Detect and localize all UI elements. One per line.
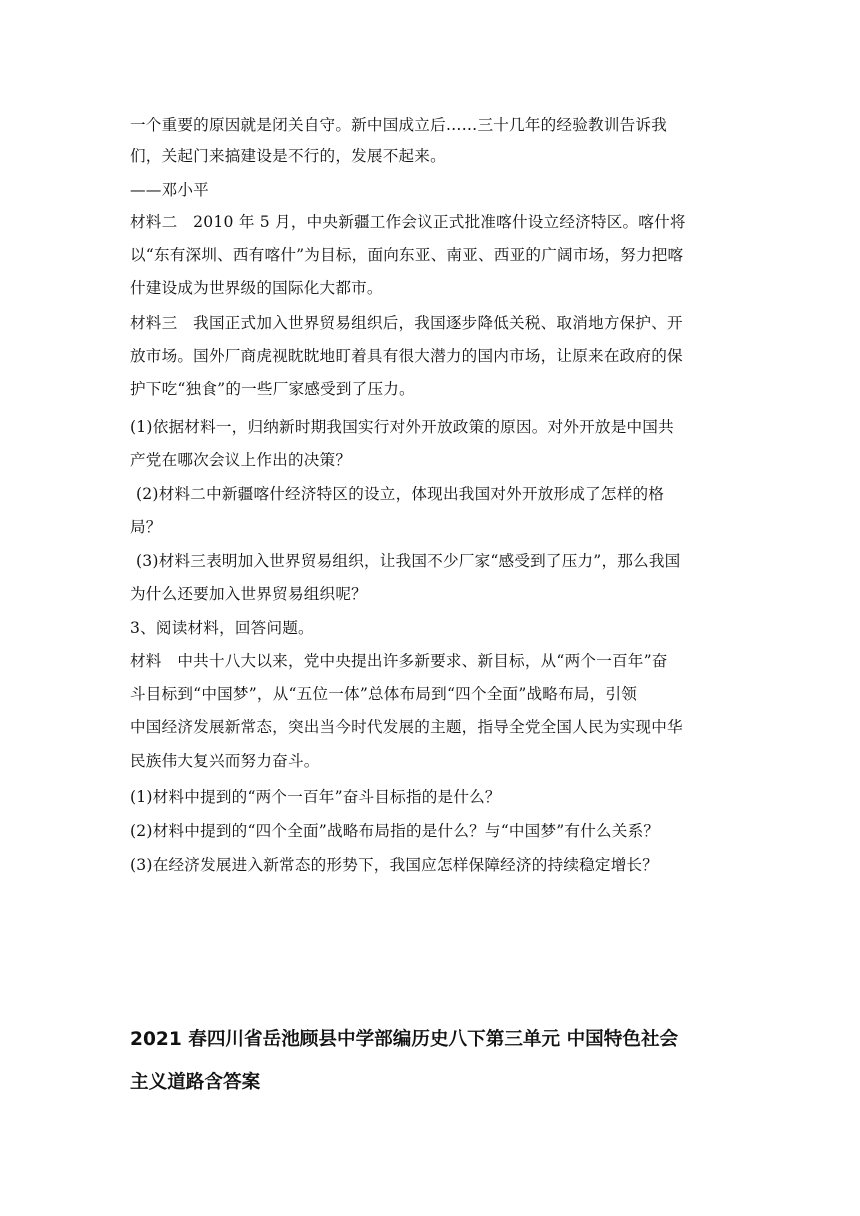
material-two-line-1: 材料二 2010 年 5 月，中央新疆工作会议正式批准喀什设立经济特区。喀什将: [130, 213, 686, 231]
question-1-line-1: (1)依据材料一，归纳新时期我国实行对外开放政策的原因。对外开放是中国共: [130, 418, 674, 436]
section-3-question-3: (3)在经济发展进入新常态的形势下，我国应怎样保障经济的持续稳定增长？: [130, 856, 659, 874]
material-three-line-3: 护下吃“独食”的一些厂家感受到了压力。: [130, 380, 415, 398]
question-3-line-2: 为什么还要加入世界贸易组织呢？: [130, 585, 367, 603]
material-three-line-1: 材料三 我国正式加入世界贸易组织后，我国逐步降低关税、取消地方保护、开: [130, 314, 683, 332]
material-three-line-2: 放市场。国外厂商虎视眈眈地盯着具有很大潜力的国内市场，让原来在政府的保: [130, 347, 683, 365]
material-two-line-2: 以“东有深圳、西有喀什”为目标，面向东亚、南亚、西亚的广阔市场，努力把喀: [130, 246, 684, 264]
document-title-line-1: 2021 春四川省岳池顾县中学部编历史八下第三单元 中国特色社会: [130, 1029, 679, 1050]
text-line-2: 们，关起门来搞建设是不行的，发展不起来。: [130, 147, 446, 165]
question-1-line-2: 产党在哪次会议上作出的决策？: [130, 451, 352, 469]
question-2-line-2: 局？: [130, 518, 162, 536]
material-two-line-3: 什建设成为世界级的国际化大都市。: [130, 279, 383, 297]
text-line-1: 一个重要的原因就是闭关自守。新中国成立后……三十几年的经验教训告诉我: [130, 116, 667, 134]
document-title-line-2: 主义道路含答案: [130, 1072, 261, 1093]
question-3-line-1: (3)材料三表明加入世界贸易组织，让我国不少厂家“感受到了压力”，那么我国: [136, 552, 681, 570]
section-3-question-2: (2)材料中提到的“四个全面”战略布局指的是什么？与“中国梦”有什么关系？: [130, 822, 660, 840]
section-3-question-1: (1)材料中提到的“两个一百年”奋斗目标指的是什么？: [130, 788, 501, 806]
material-line-4: 民族伟大复兴而努力奋斗。: [130, 752, 320, 770]
section-3-heading: 3、阅读材料，回答问题。: [130, 619, 314, 637]
material-line-1: 材料 中共十八大以来，党中央提出许多新要求、新目标，从“两个一百年”奋: [130, 652, 668, 670]
material-line-2: 斗目标到“中国梦”，从“五位一体”总体布局到“四个全面”战略布局，引领: [130, 685, 638, 703]
question-2-line-1: (2)材料二中新疆喀什经济特区的设立，体现出我国对外开放形成了怎样的格: [136, 485, 665, 503]
quote-attribution: ——邓小平: [130, 181, 209, 199]
material-line-3: 中国经济发展新常态，突出当今时代发展的主题，指导全党全国人民为实现中华: [130, 718, 683, 736]
